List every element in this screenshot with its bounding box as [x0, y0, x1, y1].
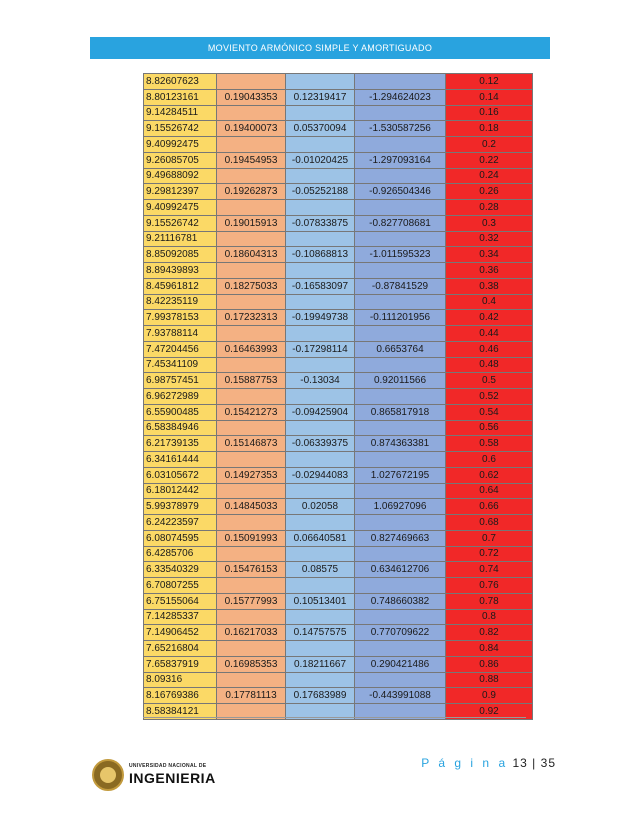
table-cell: 6.03105672 [144, 467, 217, 483]
table-cell [286, 263, 355, 279]
table-cell: 0.82 [446, 625, 533, 641]
table-cell: -0.827708681 [355, 215, 446, 231]
table-cell [217, 483, 286, 499]
page-separator: | [532, 756, 537, 770]
table-row [144, 74, 533, 90]
table-row [144, 530, 533, 546]
table-cell: -0.87841529 [355, 278, 446, 294]
table-cell: 0.22 [446, 152, 533, 168]
table-cell [217, 546, 286, 562]
table-cell: 0.05370094 [286, 121, 355, 137]
table-cell: 7.93788114 [144, 326, 217, 342]
table-cell: 7.65216804 [144, 641, 217, 657]
table-cell: 0.9 [446, 688, 533, 704]
table-cell [217, 231, 286, 247]
table-cell: 7.45341109 [144, 357, 217, 373]
table-cell [286, 483, 355, 499]
table-cell: 0.92 [446, 704, 533, 720]
table-cell [355, 326, 446, 342]
table-cell [355, 515, 446, 531]
table-cell [286, 389, 355, 405]
table-cell: -0.443991088 [355, 688, 446, 704]
table-cell [286, 641, 355, 657]
table-cell: 7.47204456 [144, 341, 217, 357]
table-cell: 0.74 [446, 562, 533, 578]
table-cell: 0.86 [446, 656, 533, 672]
table-cell: 5.99378979 [144, 499, 217, 515]
table-cell: 8.89439893 [144, 263, 217, 279]
table-cell [286, 200, 355, 216]
table-cell: 0.827469663 [355, 530, 446, 546]
table-cell: 6.98757451 [144, 373, 217, 389]
table-cell: -0.05252188 [286, 184, 355, 200]
table-cell [286, 137, 355, 153]
table-cell [355, 452, 446, 468]
table-cell: 1.027672195 [355, 467, 446, 483]
table-row [144, 215, 533, 231]
table-row [144, 152, 533, 168]
table-row [144, 452, 533, 468]
table-cell [217, 641, 286, 657]
page-word: P á g i n a [421, 756, 509, 770]
table-cell [217, 452, 286, 468]
table-cell: 8.16769386 [144, 688, 217, 704]
table-cell: 0.6 [446, 452, 533, 468]
table-cell: 6.75155064 [144, 593, 217, 609]
table-cell [286, 357, 355, 373]
university-seal-icon [92, 759, 124, 791]
page-number: 13 [512, 756, 528, 770]
table-cell [286, 231, 355, 247]
table-row [144, 656, 533, 672]
table-cell [217, 168, 286, 184]
table-cell [217, 357, 286, 373]
header-title: MOVIENTO ARMÓNICO SIMPLE Y AMORTIGUADO [207, 43, 433, 53]
table-cell: 6.21739135 [144, 436, 217, 452]
table-cell: 0.15476153 [217, 562, 286, 578]
table-cell: 9.40992475 [144, 137, 217, 153]
table-cell [286, 326, 355, 342]
table-row [144, 89, 533, 105]
table-cell [286, 420, 355, 436]
table-cell: 1.06927096 [355, 499, 446, 515]
table-cell: 0.32 [446, 231, 533, 247]
logo-subtitle: UNIVERSIDAD NACIONAL DE [129, 763, 207, 769]
table-row [144, 467, 533, 483]
table-cell: 0.874363381 [355, 436, 446, 452]
table-cell: 0.19015913 [217, 215, 286, 231]
table-row [144, 609, 533, 625]
table-cell: 6.70807255 [144, 578, 217, 594]
header-bar [90, 37, 550, 59]
table-row [144, 231, 533, 247]
table-row [144, 593, 533, 609]
table-cell: 0.19262873 [217, 184, 286, 200]
table-row [144, 483, 533, 499]
table-cell [286, 672, 355, 688]
table-cell [217, 420, 286, 436]
table-cell: 0.16463993 [217, 341, 286, 357]
table-cell: -0.17298114 [286, 341, 355, 357]
table-cell: 9.14284511 [144, 105, 217, 121]
data-table [143, 73, 533, 720]
table-cell [355, 105, 446, 121]
table-row [144, 389, 533, 405]
logo-title: INGENIERIA [129, 770, 216, 786]
table-row [144, 515, 533, 531]
table-cell: -0.06339375 [286, 436, 355, 452]
table-cell: 9.15526742 [144, 121, 217, 137]
table-cell: 0.4 [446, 294, 533, 310]
table-cell: -0.02944083 [286, 467, 355, 483]
table-cell: 0.14757575 [286, 625, 355, 641]
table-cell [217, 105, 286, 121]
table-cell: 0.14845033 [217, 499, 286, 515]
table-cell: 6.58384946 [144, 420, 217, 436]
table-cell: 0.62 [446, 467, 533, 483]
table-row [144, 168, 533, 184]
table-cell: 0.12319417 [286, 89, 355, 105]
table-row [144, 420, 533, 436]
table-cell: 8.09316 [144, 672, 217, 688]
table-cell [286, 105, 355, 121]
table-cell: 0.16217033 [217, 625, 286, 641]
table-row [144, 641, 533, 657]
table-row [144, 247, 533, 263]
table-cell [355, 672, 446, 688]
table-row [144, 562, 533, 578]
table-cell [217, 578, 286, 594]
table-cell [286, 294, 355, 310]
table-cell: 9.26085705 [144, 152, 217, 168]
table-cell [217, 294, 286, 310]
table-cell: 6.96272989 [144, 389, 217, 405]
table-row [144, 373, 533, 389]
table-cell: -0.07833875 [286, 215, 355, 231]
university-logo [92, 759, 222, 797]
table-row [144, 263, 533, 279]
table-cell: 0.5 [446, 373, 533, 389]
table-row [144, 184, 533, 200]
table-cell: 0.66 [446, 499, 533, 515]
table-cell [355, 137, 446, 153]
table-cell: 0.58 [446, 436, 533, 452]
table-cell: 7.14285337 [144, 609, 217, 625]
table-cell: 0.10513401 [286, 593, 355, 609]
table-cell: 0.19400073 [217, 121, 286, 137]
table-cell: 6.33540329 [144, 562, 217, 578]
table-cell [286, 546, 355, 562]
table-cell: 0.748660382 [355, 593, 446, 609]
table-cell [217, 137, 286, 153]
table-cell: -0.926504346 [355, 184, 446, 200]
table-row [144, 341, 533, 357]
table-cell: 0.52 [446, 389, 533, 405]
table-cell: 0.18211667 [286, 656, 355, 672]
table-cell: 0.17683989 [286, 688, 355, 704]
table-cell: 0.15421273 [217, 404, 286, 420]
table-cell: -0.16583097 [286, 278, 355, 294]
table-cell [286, 452, 355, 468]
table-cell [355, 609, 446, 625]
table-cell: 0.72 [446, 546, 533, 562]
table-cell: 0.84 [446, 641, 533, 657]
table-cell: 0.15887753 [217, 373, 286, 389]
table-cell: 0.24 [446, 168, 533, 184]
table-cell: 0.06640581 [286, 530, 355, 546]
table-cell: 0.02058 [286, 499, 355, 515]
table-cell: 0.17232313 [217, 310, 286, 326]
table-cell: 0.38 [446, 278, 533, 294]
table-cell: 8.58384121 [144, 704, 217, 720]
table-cell [355, 74, 446, 90]
table-cell [286, 578, 355, 594]
table-cell: -0.19949738 [286, 310, 355, 326]
table-row [144, 137, 533, 153]
table-cell [355, 200, 446, 216]
table-cell: 6.08074595 [144, 530, 217, 546]
table-cell [355, 483, 446, 499]
table-cell: 0.16985353 [217, 656, 286, 672]
table-cell: 9.29812397 [144, 184, 217, 200]
table-cell: -1.297093164 [355, 152, 446, 168]
table-cell [355, 168, 446, 184]
table-cell [217, 672, 286, 688]
table-cell: 0.54 [446, 404, 533, 420]
table-cell: 0.14927353 [217, 467, 286, 483]
table-cell [217, 200, 286, 216]
table-cell [286, 609, 355, 625]
table-cell: 0.290421486 [355, 656, 446, 672]
table-cell: 0.76 [446, 578, 533, 594]
table-cell: 0.15146873 [217, 436, 286, 452]
table-row [144, 200, 533, 216]
table-cell [355, 231, 446, 247]
table-cell: 0.42 [446, 310, 533, 326]
table-row [144, 105, 533, 121]
table-cell: -0.01020425 [286, 152, 355, 168]
table-cell: 0.18 [446, 121, 533, 137]
table-row [144, 310, 533, 326]
table-bottom-rule [143, 717, 526, 718]
table-cell: 0.46 [446, 341, 533, 357]
table-cell: 9.21116781 [144, 231, 217, 247]
table-cell: 0.7 [446, 530, 533, 546]
table-cell: 8.45961812 [144, 278, 217, 294]
table-cell: 0.770709622 [355, 625, 446, 641]
table-cell [355, 546, 446, 562]
table-cell: 0.48 [446, 357, 533, 373]
table-cell: 6.18012442 [144, 483, 217, 499]
table-cell: 0.88 [446, 672, 533, 688]
table-cell: 0.28 [446, 200, 533, 216]
table-cell: -0.13034 [286, 373, 355, 389]
table-cell [217, 609, 286, 625]
table-cell: 8.85092085 [144, 247, 217, 263]
table-cell: 7.99378153 [144, 310, 217, 326]
table-cell [286, 74, 355, 90]
table-cell: 6.34161444 [144, 452, 217, 468]
table-cell [355, 641, 446, 657]
table-cell [217, 263, 286, 279]
table-cell: 0.19043353 [217, 89, 286, 105]
table-cell: 0.865817918 [355, 404, 446, 420]
table-row [144, 436, 533, 452]
table-cell [355, 357, 446, 373]
table-cell [355, 263, 446, 279]
table-row [144, 499, 533, 515]
table-cell: 0.15777993 [217, 593, 286, 609]
table-cell: 7.14906452 [144, 625, 217, 641]
table-cell: -0.111201956 [355, 310, 446, 326]
table-cell: -0.10868813 [286, 247, 355, 263]
table-cell: 0.15091993 [217, 530, 286, 546]
table-row [144, 121, 533, 137]
table-cell: 7.65837919 [144, 656, 217, 672]
table-cell: 0.6653764 [355, 341, 446, 357]
page-total: 35 [540, 756, 556, 770]
table-cell: 6.55900485 [144, 404, 217, 420]
table-cell: 0.34 [446, 247, 533, 263]
table-row [144, 326, 533, 342]
table-cell: 0.92011566 [355, 373, 446, 389]
table-row [144, 625, 533, 641]
table-cell: 6.24223597 [144, 515, 217, 531]
table-cell: 0.36 [446, 263, 533, 279]
table-cell [355, 420, 446, 436]
table-cell: -1.011595323 [355, 247, 446, 263]
table-cell: 0.3 [446, 215, 533, 231]
table-row [144, 578, 533, 594]
table-cell [217, 389, 286, 405]
table-cell: 0.17781113 [217, 688, 286, 704]
table-cell: 9.49688092 [144, 168, 217, 184]
table-cell: 0.26 [446, 184, 533, 200]
table-row [144, 294, 533, 310]
table-cell: -1.294624023 [355, 89, 446, 105]
table-cell [355, 389, 446, 405]
table-cell [355, 294, 446, 310]
table-cell: 0.2 [446, 137, 533, 153]
table-row [144, 546, 533, 562]
table-cell [355, 578, 446, 594]
table-cell [286, 515, 355, 531]
table-cell: 0.18275033 [217, 278, 286, 294]
page-footer [421, 756, 556, 770]
table-cell: 0.68 [446, 515, 533, 531]
table-row [144, 688, 533, 704]
table-cell: 0.14 [446, 89, 533, 105]
table-row [144, 278, 533, 294]
table-cell: 0.64 [446, 483, 533, 499]
table-row [144, 672, 533, 688]
table-cell: 0.16 [446, 105, 533, 121]
table-cell [217, 74, 286, 90]
table-cell: 0.18604313 [217, 247, 286, 263]
table-cell: 0.12 [446, 74, 533, 90]
table-cell: 8.82607623 [144, 74, 217, 90]
table-cell: -1.530587256 [355, 121, 446, 137]
table-cell: 9.15526742 [144, 215, 217, 231]
table-cell: 9.40992475 [144, 200, 217, 216]
table-cell: 0.56 [446, 420, 533, 436]
table-cell: 0.8 [446, 609, 533, 625]
table-cell: 0.44 [446, 326, 533, 342]
table-cell: 8.80123161 [144, 89, 217, 105]
table-cell: 0.08575 [286, 562, 355, 578]
table-cell [217, 326, 286, 342]
table-cell [217, 515, 286, 531]
table-cell: 8.42235119 [144, 294, 217, 310]
table-cell: 0.634612706 [355, 562, 446, 578]
table-cell: 0.19454953 [217, 152, 286, 168]
table-cell: 6.4285706 [144, 546, 217, 562]
table-row [144, 404, 533, 420]
table-row [144, 357, 533, 373]
table-cell [286, 168, 355, 184]
table-cell: -0.09425904 [286, 404, 355, 420]
table-cell: 0.78 [446, 593, 533, 609]
